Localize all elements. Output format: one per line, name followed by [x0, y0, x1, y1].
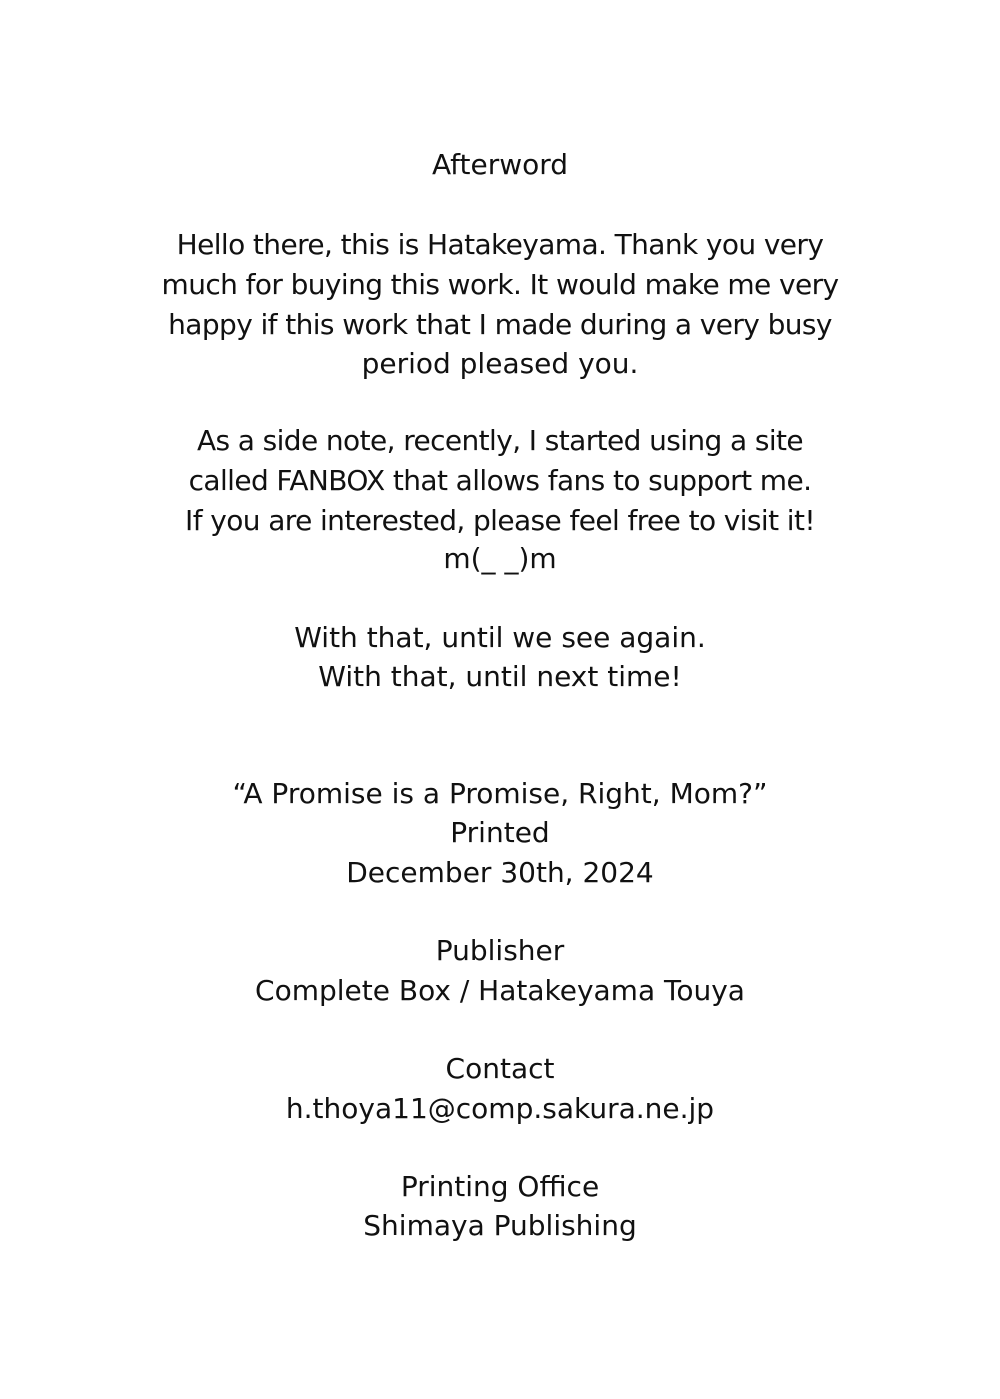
paragraph1-line-2: much for buying this work. It would make me very — [161, 268, 839, 301]
printed-date: December 30th, 2024 — [346, 856, 654, 889]
afterword-title: Afterword — [431, 148, 569, 181]
printing-office-value: Shimaya Publishing — [363, 1209, 637, 1242]
paragraph1-line-3: happy if this work that I made during a very busy — [168, 308, 832, 341]
paragraph2-line-2: called FANBOX that allows fans to support me. — [188, 464, 812, 497]
printing-office-label: Printing Office — [400, 1170, 600, 1203]
work-title: “A Promise is a Promise, Right, Mom?” — [232, 777, 768, 810]
contact-email: h.thoya11@comp.sakura.ne.jp — [285, 1092, 715, 1125]
closing-line-2: With that, until next time! — [318, 660, 682, 693]
publisher-label: Publisher — [435, 934, 565, 967]
contact-label: Contact — [445, 1052, 555, 1085]
closing-line-1: With that, until we see again. — [294, 621, 706, 654]
printed-label: Printed — [450, 816, 550, 849]
paragraph2-line-1: As a side note, recently, I started using a site — [196, 424, 804, 457]
paragraph1-line-1: Hello there, this is Hatakeyama. Thank you very — [176, 228, 824, 261]
publisher-value: Complete Box / Hatakeyama Touya — [255, 974, 745, 1007]
paragraph2-line-3: If you are interested, please feel free to visit it! — [185, 504, 815, 537]
paragraph1-line-4: period pleased you. — [361, 347, 639, 380]
paragraph2-line-4: m(_ _)m — [443, 542, 557, 575]
